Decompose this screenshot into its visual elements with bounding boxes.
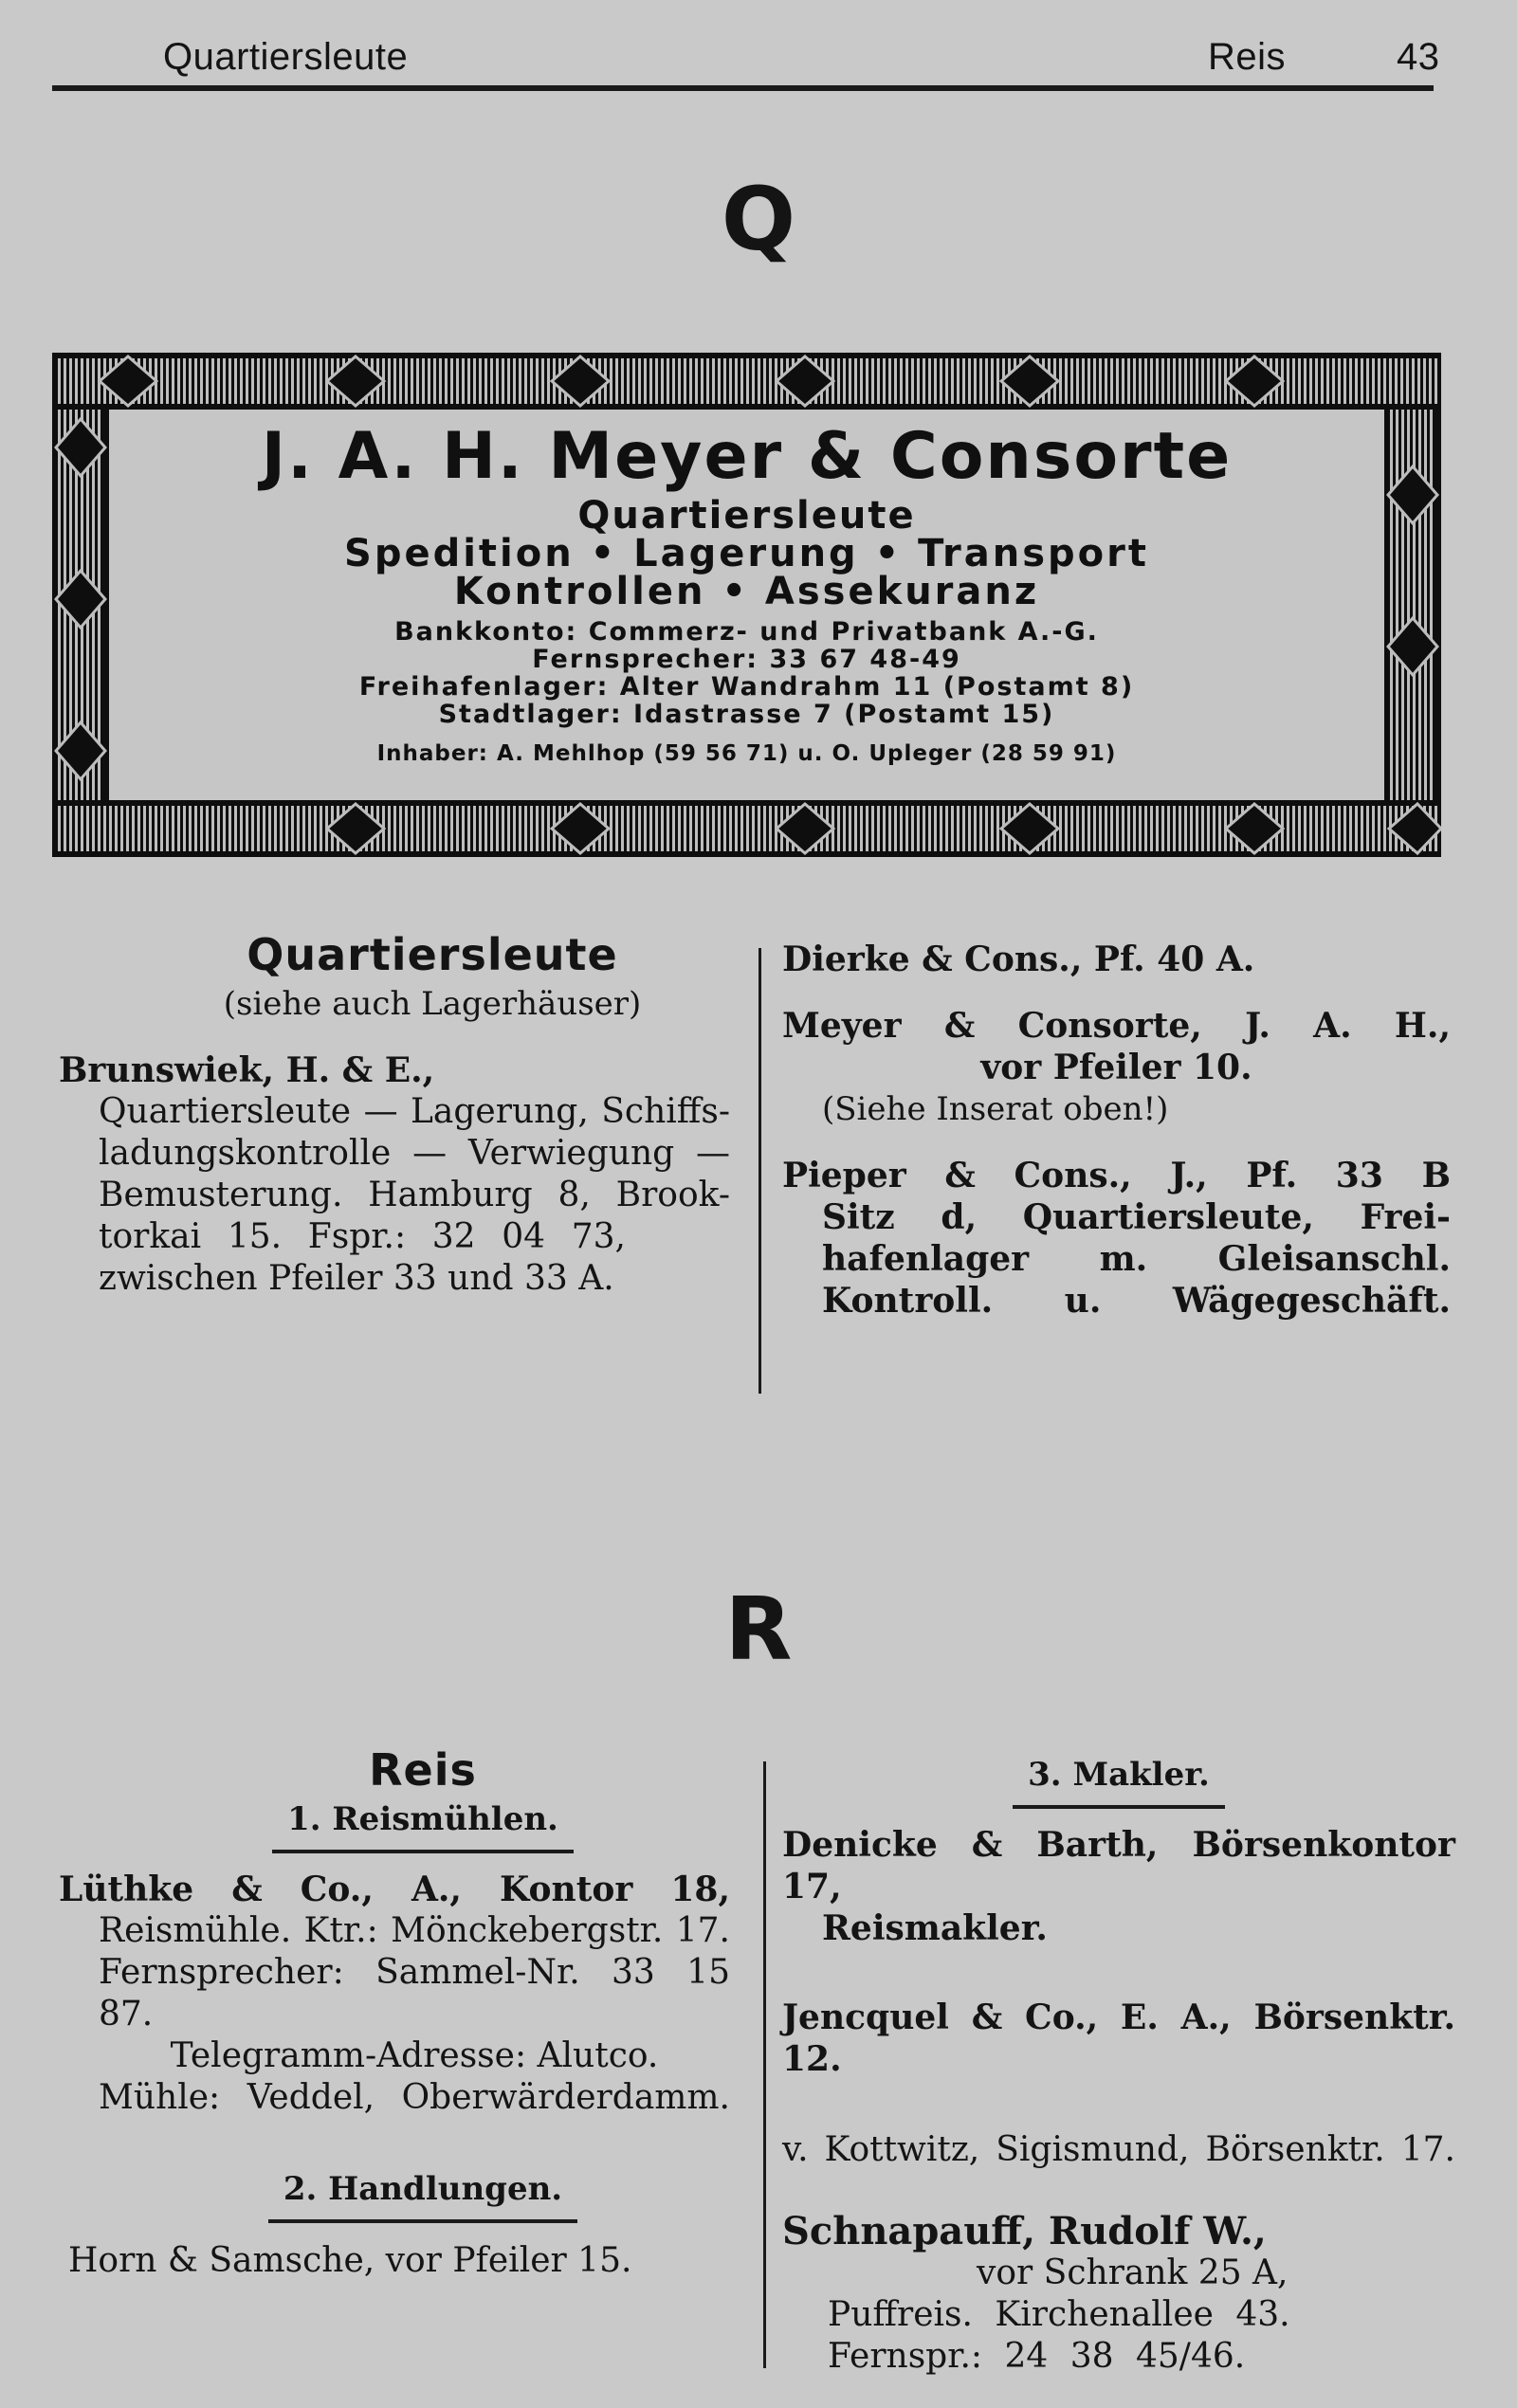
entry-luethke-name: Lüthke & Co., A., Kontor 18, xyxy=(59,1870,730,1909)
entry-schnapauff-line-2: Puffreis. Kirchenallee 43. xyxy=(828,2295,1290,2334)
meyer-consorte-advertisement xyxy=(52,353,1441,857)
entry-meyer xyxy=(782,1005,1451,1130)
entry-schnapauff xyxy=(782,2211,1455,2378)
ad-services-1: Spedition • Lagerung • Transport xyxy=(344,532,1149,575)
entry-pieper-line-4: Kontroll. u. Wägegeschäft. xyxy=(822,1281,1451,1321)
entry-denicke xyxy=(782,1824,1455,1949)
column-divider-q xyxy=(758,948,761,1394)
entry-schnapauff-name: Schnapauff, Rudolf W., xyxy=(782,2209,1267,2253)
entry-brunswiek-line-3: Bemusterung. Hamburg 8, Brook- xyxy=(99,1176,730,1214)
reis-subhead-3: 3. Makler. xyxy=(782,1754,1455,1809)
entry-denicke-line-1: Denicke & Barth, Börsenkontor 17, xyxy=(782,1825,1455,1906)
entry-brunswiek-name: Brunswiek, H. & E., xyxy=(59,1050,435,1090)
entry-jencquel: Jencquel & Co., E. A., Börsenktr. 12. xyxy=(782,1998,1455,2079)
entry-schnapauff-line-3: Fernspr.: 24 38 45/46. xyxy=(828,2337,1246,2376)
quartiersleute-left-column xyxy=(59,929,730,1300)
entry-luethke-line-4: Mühle: Veddel, Oberwärderdamm. xyxy=(99,2078,730,2117)
entry-pieper-line-1: Pieper & Cons., J., Pf. 33 B xyxy=(782,1156,1451,1195)
header-left: Quartiersleute xyxy=(163,36,409,78)
page-number: 43 xyxy=(1397,36,1440,78)
ad-services-2: Kontrollen • Assekuranz xyxy=(453,570,1040,613)
reis-subhead-1: 1. Reismühlen. xyxy=(116,1798,730,1853)
ad-phone: Fernsprecher: 33 67 48-49 xyxy=(532,645,961,674)
entry-denicke-line-2: Reismakler. xyxy=(822,1908,1048,1948)
ad-subtitle: Quartiersleute xyxy=(577,494,916,538)
entry-kottwitz: v. Kottwitz, Sigismund, Börsenktr. 17. xyxy=(782,2130,1455,2169)
ad-bank: Bankkonto: Commerz- und Privatbank A.-G. xyxy=(394,617,1099,647)
section-letter-r: R xyxy=(724,1578,793,1680)
entry-pieper xyxy=(782,1155,1451,1322)
section-letter-q: Q xyxy=(721,169,796,270)
entry-schnapauff-line-1: vor Schrank 25 A, xyxy=(977,2253,1289,2292)
reis-heading: Reis xyxy=(369,1744,477,1796)
ad-border-top xyxy=(52,353,1441,410)
column-divider-r xyxy=(763,1761,766,2368)
quartiersleute-right-column xyxy=(782,939,1451,1322)
quartiersleute-heading: Quartiersleute xyxy=(247,929,618,980)
quartiersleute-note: (siehe auch Lagerhäuser) xyxy=(223,985,642,1023)
entry-brunswiek-line-5: zwischen Pfeiler 33 und 33 A. xyxy=(99,1259,614,1298)
entry-brunswiek xyxy=(59,1049,730,1300)
entry-luethke-line-2: Fernsprecher: Sammel-Nr. 33 15 87. xyxy=(99,1953,730,2034)
entry-brunswiek-line-2: ladungskontrolle — Verwiegung — xyxy=(99,1134,730,1173)
ad-freehaven-warehouse: Freihafenlager: Alter Wandrahm 11 (Postamt 8) xyxy=(358,672,1135,702)
reis-right-column xyxy=(782,1754,1455,2378)
reis-left-column xyxy=(59,1744,730,2282)
entry-meyer-location: vor Pfeiler 10. xyxy=(980,1048,1252,1087)
ad-content xyxy=(109,410,1384,800)
entry-meyer-name: Meyer & Consorte, J. A. H., xyxy=(782,1006,1451,1046)
entry-luethke xyxy=(59,1869,730,2119)
entry-pieper-line-2: Sitz d, Quartiersleute, Frei- xyxy=(822,1197,1451,1237)
ad-border-right xyxy=(1384,410,1441,800)
entry-meyer-note: (Siehe Inserat oben!) xyxy=(822,1090,1169,1128)
entry-brunswiek-line-1: Quartiersleute — Lagerung, Schiffs- xyxy=(99,1092,730,1131)
entry-horn: Horn & Samsche, vor Pfeiler 15. xyxy=(68,2241,632,2280)
entry-dierke: Dierke & Cons., Pf. 40 A. xyxy=(782,939,1255,979)
ad-city-warehouse: Stadtlager: Idastrasse 7 (Postamt 15) xyxy=(438,700,1055,729)
ad-company-name: J. A. H. Meyer & Consorte xyxy=(261,419,1233,494)
ad-owners: Inhaber: A. Mehlhop (59 56 71) u. O. Upleger (28 59 91) xyxy=(376,741,1117,766)
reis-subhead-2: 2. Handlungen. xyxy=(116,2168,730,2223)
entry-brunswiek-line-4: torkai 15. Fspr.: 32 04 73, xyxy=(99,1217,626,1256)
ad-border-bottom xyxy=(52,800,1441,857)
header-middle: Reis xyxy=(1208,36,1287,78)
running-header xyxy=(52,28,1440,91)
entry-pieper-line-3: hafenlager m. Gleisanschl. xyxy=(822,1239,1451,1279)
entry-luethke-line-3: Telegramm-Adresse: Alutco. xyxy=(170,2036,659,2075)
entry-luethke-line-1: Reismühle. Ktr.: Mönckebergstr. 17. xyxy=(99,1911,730,1950)
ad-border-left xyxy=(52,410,109,800)
